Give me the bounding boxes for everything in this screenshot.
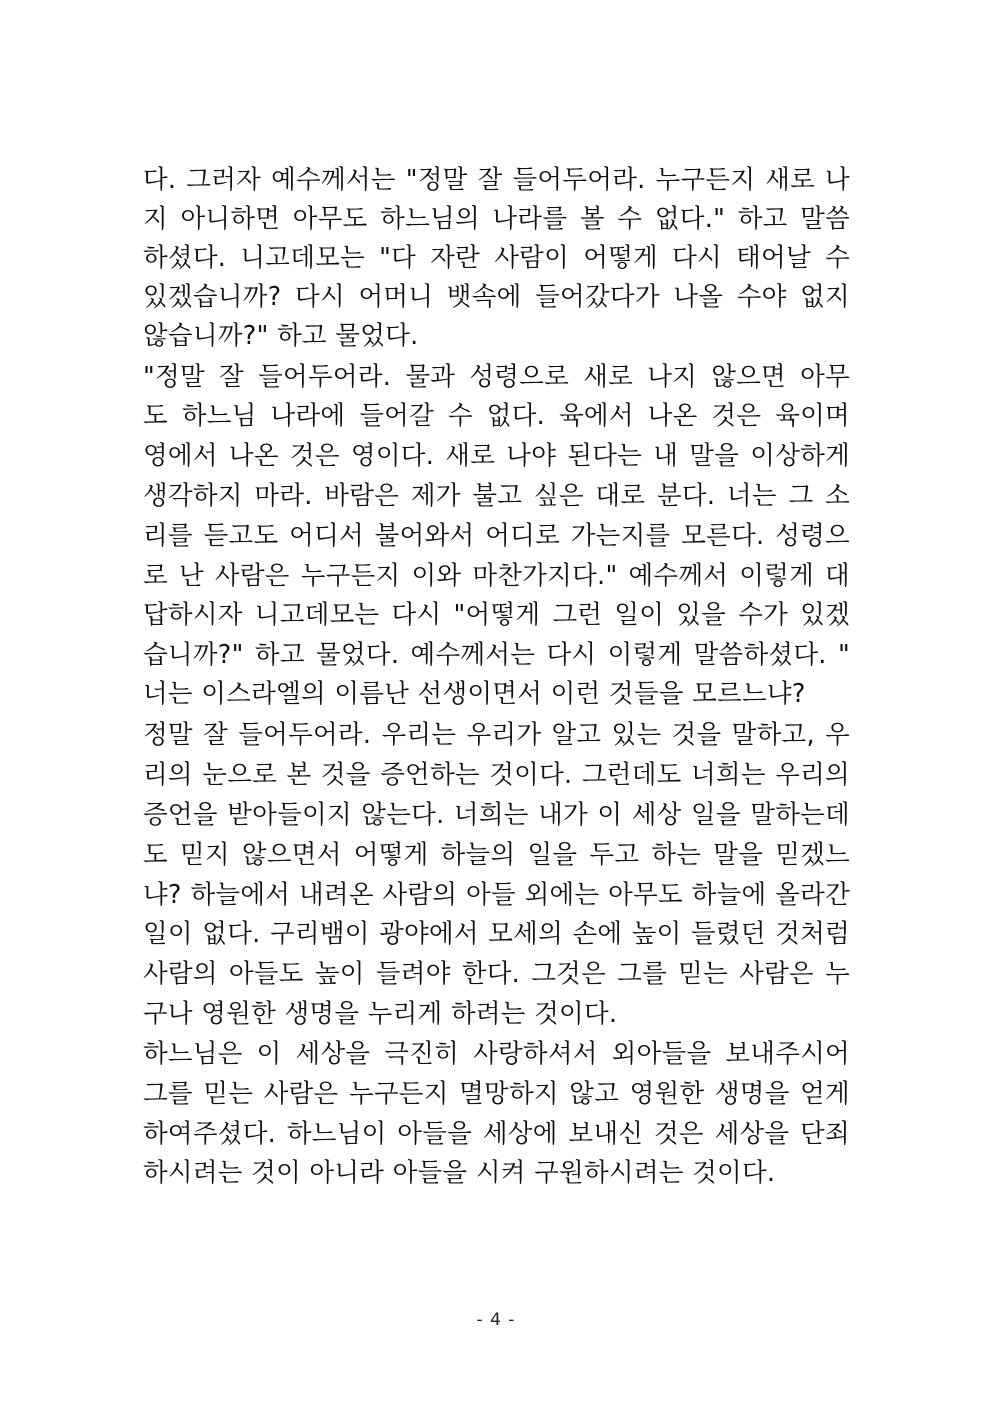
text-line: 하시려는 것이 아니라 아들을 시켜 구원하시려는 것이다. <box>143 1158 776 1188</box>
text-line: 다. 그러자 예수께서는 "정말 잘 들어두어라. 누구든지 새로 나 <box>143 165 850 195</box>
text-line: 하여주셨다. 하느님이 아들을 세상에 보내신 것은 세상을 단죄 <box>143 1119 850 1149</box>
text-line: 증언을 받아들이지 않는다. 너희는 내가 이 세상 일을 말하는데 <box>143 800 850 830</box>
text-line: "정말 잘 들어두어라. 물과 성령으로 새로 나지 않으면 아무 <box>143 362 850 392</box>
text-line: 도 믿지 않으면서 어떻게 하늘의 일을 두고 하는 말을 믿겠느 <box>143 840 850 870</box>
text-line: 하느님은 이 세상을 극진히 사랑하셔서 외아들을 보내주시어 <box>143 1039 850 1069</box>
text-line: 사람의 아들도 높이 들려야 한다. 그것은 그를 믿는 사람은 누 <box>143 959 850 989</box>
text-line: 구나 영원한 생명을 누리게 하려는 것이다. <box>143 999 618 1029</box>
page-number: - 4 - <box>476 1310 516 1330</box>
text-line: 답하시자 니고데모는 다시 "어떻게 그런 일이 있을 수가 있겠 <box>143 600 850 630</box>
text-line: 있겠습니까? 다시 어머니 뱃속에 들어갔다가 나올 수야 없지 <box>143 282 850 312</box>
text-line: 로 난 사람은 누구든지 이와 마찬가지다." 예수께서 이렇게 대 <box>143 561 850 591</box>
text-line: 그를 믿는 사람은 누구든지 멸망하지 않고 영원한 생명을 얻게 <box>143 1079 850 1109</box>
text-line: 하셨다. 니고데모는 "다 자란 사람이 어떻게 다시 태어날 수 <box>143 243 850 273</box>
text-line: 않습니까?" 하고 물었다. <box>143 321 419 351</box>
text-line: 리의 눈으로 본 것을 증언하는 것이다. 그런데도 너희는 우리의 <box>143 760 850 790</box>
text-line: 냐? 하늘에서 내려온 사람의 아들 외에는 아무도 하늘에 올라간 <box>143 880 850 910</box>
text-line: 일이 없다. 구리뱀이 광야에서 모세의 손에 높이 들렸던 것처럼 <box>143 919 850 949</box>
text-line: 습니까?" 하고 물었다. 예수께서는 다시 이렇게 말씀하셨다. " <box>143 640 850 670</box>
text-line: 지 아니하면 아무도 하느님의 나라를 볼 수 없다." 하고 말씀 <box>143 204 850 234</box>
text-line: 너는 이스라엘의 이름난 선생이면서 이런 것들을 모르느냐? <box>143 679 806 709</box>
text-line: 도 하느님 나라에 들어갈 수 없다. 육에서 나온 것은 육이며 <box>143 401 850 431</box>
text-line: 정말 잘 들어두어라. 우리는 우리가 알고 있는 것을 말하고, 우 <box>143 720 850 750</box>
text-line: 생각하지 마라. 바람은 제가 불고 싶은 대로 분다. 너는 그 소 <box>143 481 850 511</box>
text-line: 영에서 나온 것은 영이다. 새로 나야 된다는 내 말을 이상하게 <box>143 441 850 471</box>
text-line: 리를 듣고도 어디서 불어와서 어디로 가는지를 모른다. 성령으 <box>143 521 850 551</box>
